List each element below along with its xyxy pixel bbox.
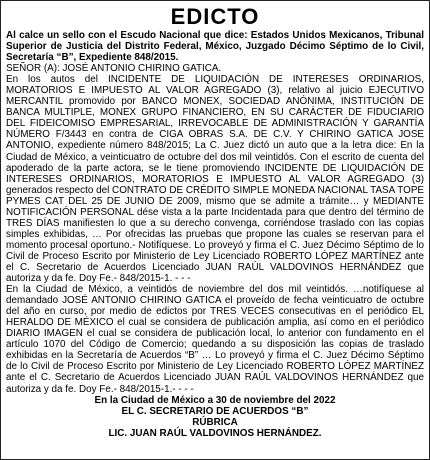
closing-rubrica: RÚBRICA	[192, 416, 238, 428]
addressee-line: SEÑOR (A): JOSÉ ANTONIO CHIRINO GATICA.	[6, 63, 222, 75]
seal-paragraph: Al calce un sello con el Escudo Nacional que dice: Estados Unidos Mexicanos, Tribunal Superior de Justicia del Distrito Federal, México, Juzgado Décimo Séptimo de lo Civil, Secretaría “B”, Expediente 848/2015.	[6, 30, 424, 64]
incident-paragraph: En los autos del INCIDENTE DE LIQUIDACIÓN DE INTERESES ORDINARIOS, MORATORIOS E IMPUESTO AL VALOR AGREGADO (3), relativo al juicio EJECUTIVO MERCANTIL promovido por BANCO MONEX, SOCIEDAD ANÓNIMA, INSTITUCIÓN DE BANCA MULTIPLE, MONEX GRUPO FINANCIERO, EN SU CARÁCTER DE FIDUCIARIO DEL FIDEICOMISO EMPRESARIAL, IRREVOCABLE DE ADMINISTRACIÓN Y GARANTÍA NÚMERO F/3443 en contra de CIGA OBRAS S.A. DE C.V. Y CHIRINO GATICA JOSE ANTONIO, expediente número 848/2015; La C. Juez dictó un auto que a la letra dice: En la Ciudad de México, a veinticuatro de octubre del dos mil veintidós. Con el escrito de cuenta del apoderado de la parte actora, se le tiene promoviendo INCIDENTE DE LIQUIDACIÓN DE INTERESES ORDINARIOS, MORATORIOS E IMPUESTO AL VALOR AGREGADO (3) generados respecto del CONTRATO DE CRÉDITO SIMPLE MONEDA NACIONAL TASA TOPE PYMES CAT DEL 25 DE JUNIO DE 2009, mismo que se admite a trámite… y MEDIANTE NOTIFICACIÓN PERSONAL dése vista a la parte Incidentada para que dentro del término de TRES DÍAS manifiesten lo que a su derecho convenga, corriéndose traslado con las copias simples exhibidas, … Por ofrecidas las pruebas que propone las cuales se reservan para el momento procesal oportuno.- Notifíquese. Lo proveyó y firma el C. Juez Décimo Séptimo de lo Civil de Proceso Escrito por Ministerio de Ley Licenciado ROBERTO LÓPEZ MARTÍNEZ ante el C. Secretario de Acuerdos Licenciado JUAN RAÚL VALDOVINOS HERNÁNDEZ que autoriza y da fe. Doy Fe.- 848/2015-1. - - -	[6, 74, 424, 285]
edict-title: EDICTO	[170, 4, 260, 29]
closing-signer: LIC. JUAN RAÚL VALDOVINOS HERNÁNDEZ.	[108, 427, 322, 439]
closing-date: En la Ciudad de México a 30 de noviembre del 2022	[94, 394, 336, 406]
notification-paragraph: En la Ciudad de México, a veintidós de noviembre del dos mil veintidós. …notifíquese al demandado JOSÉ ANTONIO CHIRINO GATICA el proveído de fecha veinticuatro de octubre del año en curso, por medio de edictos por TRES VECES consecutivas en el periódico EL HERALDO DE MÉXICO el cual se considera de publicación amplia, así como en el periódico DIARIO IMAGEN el cual se considera de publicación local, lo anterior con fundamento en el artículo 1070 del Código de Comercio; quedando a su disposición las copias de traslado exhibidas en la Secretaría de Acuerdos “B” … Lo proveyó y firma el C. Juez Décimo Séptimo de lo Civil de Proceso Escrito por Ministerio de Ley Licenciado ROBERTO LÓPEZ MARTÍNEZ ante el C. Secretario de Acuerdos Licenciado JUAN RAÚL VALDOVINOS HERNÁNDEZ que autoriza y da fe. Doy Fe.- 848/2015-1.- - - -	[6, 284, 424, 395]
closing-role: EL C. SECRETARIO DE ACUERDOS “B”	[121, 405, 309, 417]
